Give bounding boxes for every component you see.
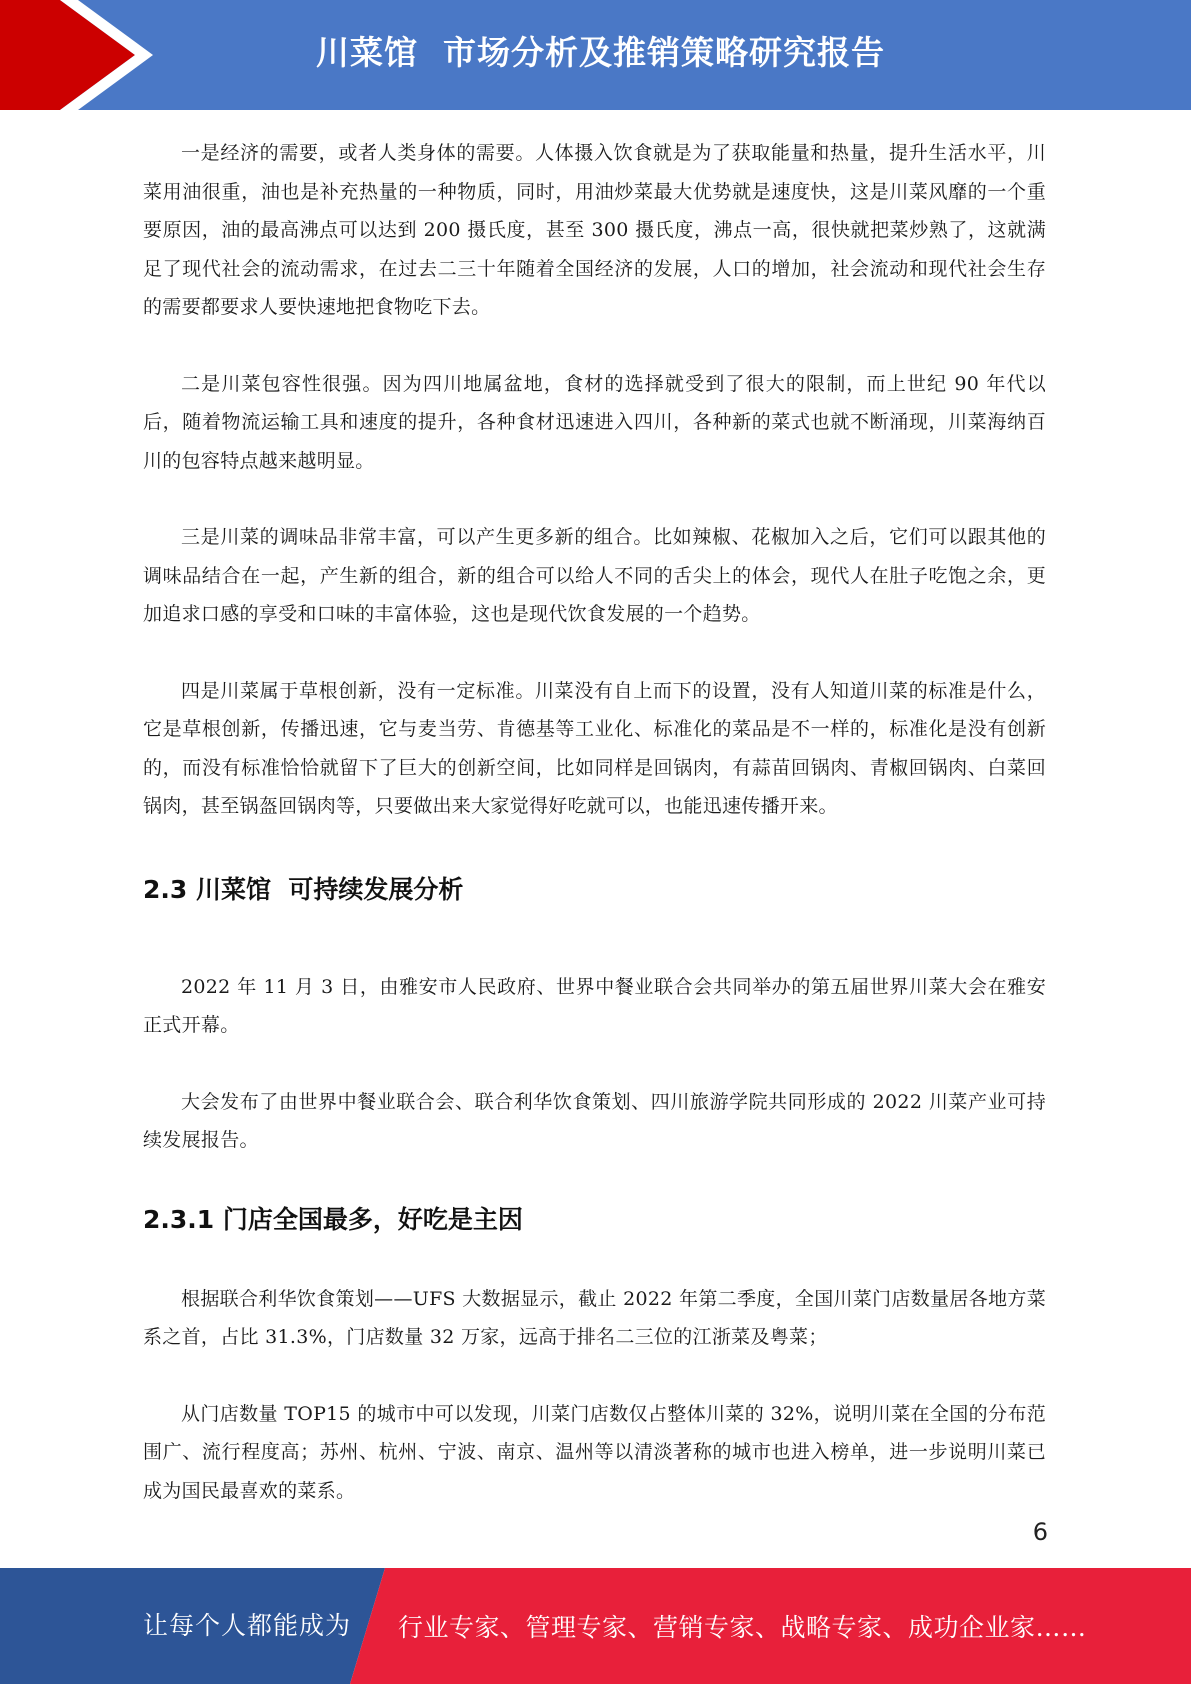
paragraph-sichuan-cuisine-conference: 2022 年 11 月 3 日，由雅安市人民政府、世界中餐业联合会共同举办的第五届世界川菜大会在雅安正式开幕。	[143, 975, 1046, 1036]
section-heading-2-3: 2.3 川菜馆 可持续发展分析	[143, 874, 464, 904]
section-heading-2-3-1: 2.3.1 门店全国最多，好吃是主因	[143, 1204, 523, 1234]
paragraph-economic-need: 一是经济的需要，或者人类身体的需要。人体摄入饮食就是为了获取能量和热量，提升生活水平，川菜用油很重，油也是补充热量的一种物质，同时，用油炒菜最大优势就是速度快，这是川菜风靡的一个重要原因，油的最高沸点可以达到 200 摄氏度，甚至 300 摄氏度，沸点一高，很快就把菜炒熟了，这就满足了现代社会的流动需求，在过去二三十年随着全国经济的发展，人口的增加，社会流动和现代社会生存的需要都要求人要快速地把食物吃下去。	[143, 142, 1046, 318]
page-number: 6	[1032, 1518, 1048, 1546]
page-header-band	[0, 0, 1191, 110]
paragraph-inclusiveness: 二是川菜包容性很强。因为四川地属盆地，食材的选择就受到了很大的限制，而上世纪 90 年代以后，随着物流运输工具和速度的提升，各种食材迅速进入四川，各种新的菜式也就不断涌现，川菜海纳百川的包容特点越来越明显。	[143, 372, 1046, 472]
page-body	[143, 134, 1046, 1510]
document-title: 川菜馆 市场分析及推销策略研究报告	[316, 33, 885, 72]
footer-slogan-left: 让每个人都能成为	[143, 1611, 352, 1640]
page-footer-band	[0, 1568, 1191, 1684]
paragraph-sustainability-report: 大会发布了由世界中餐业联合会、联合利华饮食策划、四川旅游学院共同形成的 2022 川菜产业可持续发展报告。	[143, 1090, 1046, 1151]
paragraph-grassroots-innovation: 四是川菜属于草根创新，没有一定标准。川菜没有自上而下的设置，没有人知道川菜的标准是什么，它是草根创新，传播迅速，它与麦当劳、肯德基等工业化、标准化的菜品是不一样的，标准化是没有创新的，而没有标准恰恰就留下了巨大的创新空间，比如同样是回锅肉，有蒜苗回锅肉、青椒回锅肉、白菜回锅肉，甚至锅盔回锅肉等，只要做出来大家觉得好吃就可以，也能迅速传播开来。	[143, 679, 1046, 817]
paragraph-store-statistics: 根据联合利华饮食策划——UFS 大数据显示，截止 2022 年第二季度，全国川菜门店数量居各地方菜系之首，占比 31.3%，门店数量 32 万家，远高于排名二三位的江浙菜及粤菜；	[143, 1287, 1046, 1348]
paragraph-top15-cities: 从门店数量 TOP15 的城市中可以发现，川菜门店数仅占整体川菜的 32%，说明川菜在全国的分布范围广、流行程度高；苏州、杭州、宁波、南京、温州等以清淡著称的城市也进入榜单，进一步说明川菜已成为国民最喜欢的菜系。	[143, 1402, 1046, 1502]
paragraph-seasonings: 三是川菜的调味品非常丰富，可以产生更多新的组合。比如辣椒、花椒加入之后，它们可以跟其他的调味品结合在一起，产生新的组合，新的组合可以给人不同的舌尖上的体会，现代人在肚子吃饱之余，更加追求口感的享受和口味的丰富体验，这也是现代饮食发展的一个趋势。	[143, 526, 1046, 625]
footer-slogan-right: 行业专家、管理专家、营销专家、战略专家、成功企业家……	[398, 1613, 1087, 1642]
